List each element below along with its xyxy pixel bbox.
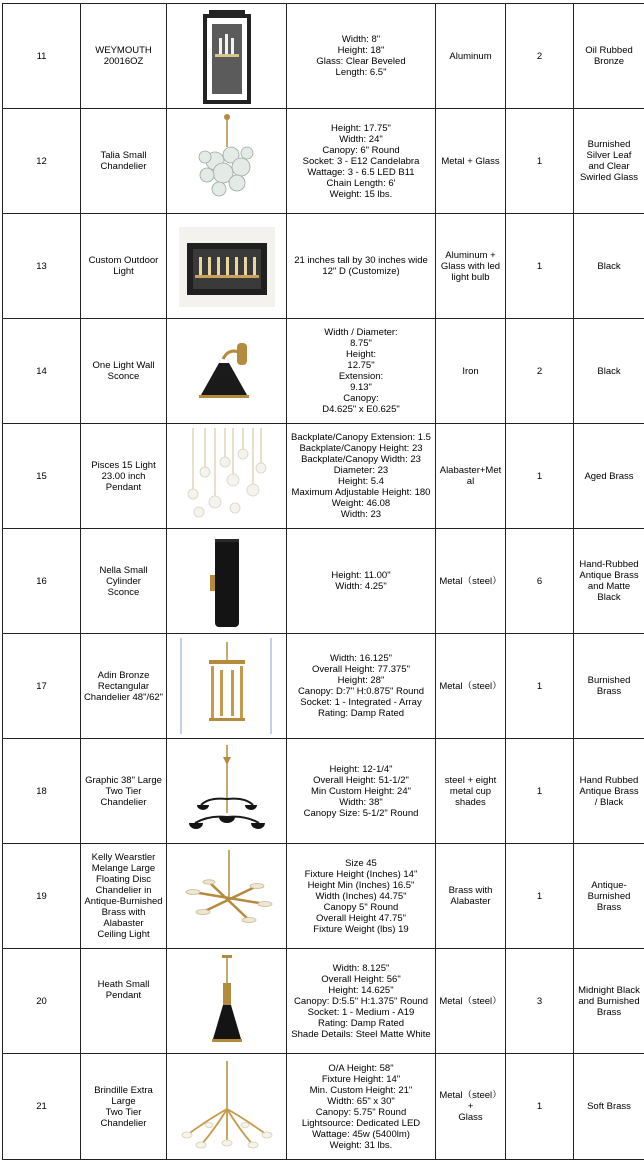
table-row xyxy=(3,319,644,424)
fixture-finish: Black xyxy=(574,214,644,319)
fixture-image xyxy=(167,214,287,319)
fixture-name: Graphic 38" Large Two Tier Chandelier xyxy=(81,739,167,844)
table-row xyxy=(3,949,644,1054)
fixture-specs: Width / Diameter: 8.75" Height: 12.75" Extension: 9.13" Canopy: D4.625" x E0.625" xyxy=(287,319,436,424)
item-number: 15 xyxy=(3,424,81,529)
item-number: 18 xyxy=(3,739,81,844)
box-lantern-icon xyxy=(177,221,277,311)
fixture-material: Metal（steel） xyxy=(436,529,506,634)
fixture-material: Metal（steel） xyxy=(436,949,506,1054)
floating-disc-chandelier-icon xyxy=(179,848,275,944)
fixture-finish: Aged Brass xyxy=(574,424,644,529)
fixture-material: Metal + Glass xyxy=(436,109,506,214)
fixture-material: Metal（steel） xyxy=(436,634,506,739)
fixture-finish: Soft Brass xyxy=(574,1054,644,1160)
fixture-finish: Burnished Brass xyxy=(574,634,644,739)
fixture-finish: Oil Rubbed Bronze xyxy=(574,4,644,109)
fixture-finish: Burnished Silver Leaf and Clear Swirled Glass xyxy=(574,109,644,214)
item-number: 13 xyxy=(3,214,81,319)
fixture-material: Metal（steel）+ Glass xyxy=(436,1054,506,1160)
fixture-finish: Midnight Black and Burnished Brass xyxy=(574,949,644,1054)
fixture-qty: 1 xyxy=(506,214,574,319)
fixture-image xyxy=(167,949,287,1054)
item-number: 12 xyxy=(3,109,81,214)
fixture-name: Adin Bronze Rectangular Chandelier 48"/62" xyxy=(81,634,167,739)
fixture-finish: Black xyxy=(574,319,644,424)
table-row xyxy=(3,529,644,634)
table-row xyxy=(3,4,644,109)
fixture-schedule-table xyxy=(2,3,644,1160)
fixture-specs: 21 inches tall by 30 inches wide 12" D (Customize) xyxy=(287,214,436,319)
fixture-finish: Antique- Burnished Brass xyxy=(574,844,644,949)
table-row xyxy=(3,844,644,949)
fixture-specs: Width: 16.125" Overall Height: 77.375" Height: 28" Canopy: D:7" H:0.875" Round Socket: 1 - Integrated - Array Rating: Damp Rated xyxy=(287,634,436,739)
item-number: 19 xyxy=(3,844,81,949)
fixture-name: Pisces 15 Light 23.00 inch Pendant xyxy=(81,424,167,529)
outdoor-lantern-icon xyxy=(179,8,275,104)
item-number: 17 xyxy=(3,634,81,739)
fixture-name: Nella Small Cylinder Sconce xyxy=(81,529,167,634)
fixture-qty: 1 xyxy=(506,844,574,949)
fixture-image xyxy=(167,739,287,844)
fixture-image xyxy=(167,844,287,949)
fixture-name: Heath Small Pendant xyxy=(81,949,167,1054)
table-row xyxy=(3,214,644,319)
table-row xyxy=(3,424,644,529)
bubble-chandelier-icon xyxy=(179,113,275,209)
cylinder-sconce-icon xyxy=(179,533,275,629)
fixture-specs: Size 45 Fixture Height (Inches) 14" Height Min (Inches) 16.5" Width (Inches) 44.75" Canopy 5" Round Overall Height 47.75" Fixture Weight (lbs) 19 xyxy=(287,844,436,949)
fixture-qty: 1 xyxy=(506,109,574,214)
fixture-qty: 1 xyxy=(506,634,574,739)
fixture-specs: Height: 12-1/4" Overall Height: 51-1/2" Min Custom Height: 24" Width: 38" Canopy Size: 5-1/2" Round xyxy=(287,739,436,844)
fixture-specs: Width: 8.125" Overall Height: 56" Height: 14.625" Canopy: D:5.5" H:1.375" Round Socket: 1 - Medium - A19 Rating: Damp Rated Shade Details: Steel Matte White xyxy=(287,949,436,1054)
fixture-image xyxy=(167,529,287,634)
fixture-qty: 2 xyxy=(506,319,574,424)
table-row xyxy=(3,739,644,844)
fixture-image xyxy=(167,1054,287,1160)
fixture-material: Iron xyxy=(436,319,506,424)
fixture-qty: 2 xyxy=(506,4,574,109)
fixture-qty: 1 xyxy=(506,739,574,844)
fixture-specs: Width: 8" Height: 18" Glass: Clear Beveled Length: 6.5" xyxy=(287,4,436,109)
fixture-finish: Hand Rubbed Antique Brass / Black xyxy=(574,739,644,844)
item-number: 14 xyxy=(3,319,81,424)
fixture-specs: Height: 11.00" Width: 4.25" xyxy=(287,529,436,634)
fixture-name: Custom Outdoor Light xyxy=(81,214,167,319)
item-number: 20 xyxy=(3,949,81,1054)
fixture-material: Alabaster+Met al xyxy=(436,424,506,529)
fixture-qty: 6 xyxy=(506,529,574,634)
fixture-specs: O/A Height: 58" Fixture Height: 14" Min. Custom Height: 21" Width: 65" x 30" Canopy: 5.75" Round Lightsource: Dedicated LED Wattage: 45w (5400lm) Weight: 31 lbs. xyxy=(287,1054,436,1160)
table-row xyxy=(3,634,644,739)
fixture-image xyxy=(167,634,287,739)
fixture-name: Brindille Extra Large Two Tier Chandelier xyxy=(81,1054,167,1160)
item-number: 11 xyxy=(3,4,81,109)
branch-chandelier-icon xyxy=(179,1059,275,1155)
fixture-material: Aluminum xyxy=(436,4,506,109)
fixture-finish: Hand-Rubbed Antique Brass and Matte Black xyxy=(574,529,644,634)
fixture-qty: 3 xyxy=(506,949,574,1054)
item-number: 16 xyxy=(3,529,81,634)
fixture-name: WEYMOUTH 20016OZ xyxy=(81,4,167,109)
fixture-name: One Light Wall Sconce xyxy=(81,319,167,424)
fixture-material: Brass with Alabaster xyxy=(436,844,506,949)
fixture-image xyxy=(167,424,287,529)
item-number: 21 xyxy=(3,1054,81,1160)
table-row xyxy=(3,109,644,214)
fixture-specs: Backplate/Canopy Extension: 1.5 Backplate/Canopy Height: 23 Backplate/Canopy Width: 23 Diameter: 23 Height: 5.4 Maximum Adjustable Height: 180 Weight: 46.08 Width: 23 xyxy=(287,424,436,529)
globe-cluster-pendant-icon xyxy=(179,428,275,524)
fixture-specs: Height: 17.75" Width: 24" Canopy: 6" Round Socket: 3 - E12 Candelabra Wattage: 3 - 6.5 LED B11 Chain Length: 6' Weight: 15 lbs. xyxy=(287,109,436,214)
fixture-name: Kelly Wearstler Melange Large Floating Disc Chandelier in Antique-Burnished Brass with Alabaster Ceiling Light xyxy=(81,844,167,949)
fixture-image xyxy=(167,109,287,214)
fixture-name: Talia Small Chandelier xyxy=(81,109,167,214)
table-row xyxy=(3,1054,644,1160)
cone-sconce-icon xyxy=(179,323,275,419)
fixture-image xyxy=(167,4,287,109)
two-tier-chandelier-icon xyxy=(179,743,275,839)
rectangular-chandelier-icon xyxy=(179,638,275,734)
fixture-qty: 1 xyxy=(506,424,574,529)
fixture-qty: 1 xyxy=(506,1054,574,1160)
fixture-image xyxy=(167,319,287,424)
fixture-material: Aluminum + Glass with led light bulb xyxy=(436,214,506,319)
fixture-material: steel + eight metal cup shades xyxy=(436,739,506,844)
cone-pendant-icon xyxy=(179,953,275,1049)
